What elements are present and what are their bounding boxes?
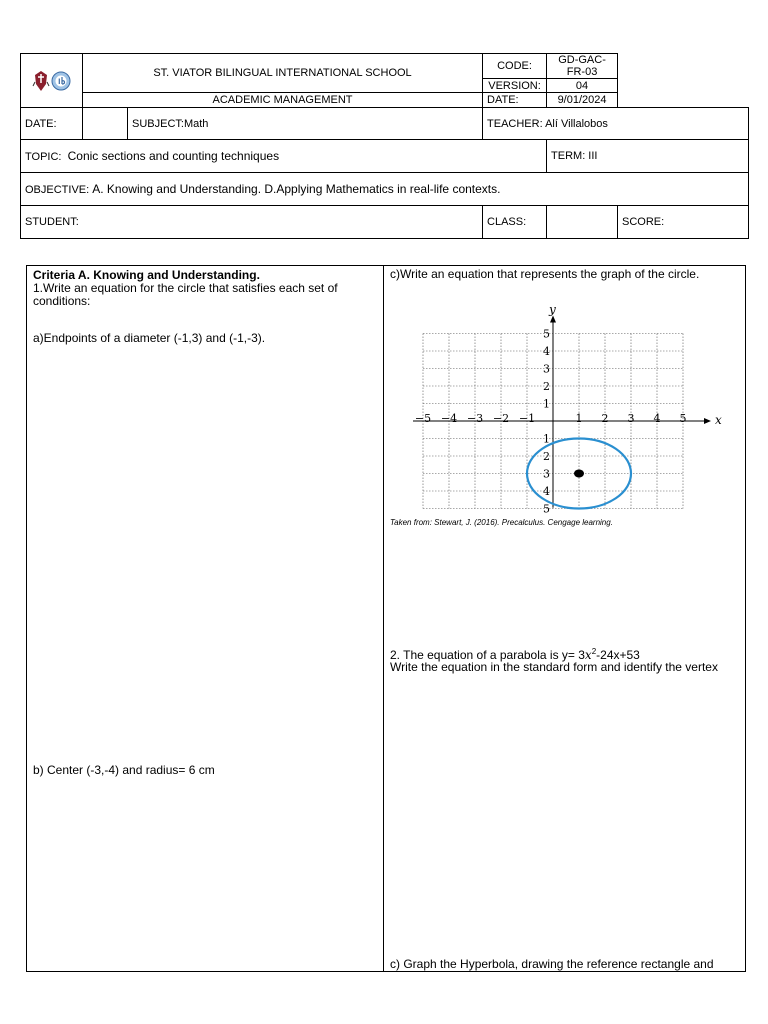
class-label: CLASS: [483, 206, 547, 239]
q2-text-post: -24x+53 [596, 648, 640, 662]
right-column [384, 266, 745, 971]
x-tick-label: 2 [601, 412, 609, 425]
y-tick-label: 1 [543, 432, 550, 446]
graph-tick-labels [415, 303, 722, 516]
score-label: SCORE: [618, 206, 749, 239]
graph-axes [413, 316, 711, 508]
y-tick-label: 4 [543, 345, 550, 358]
code-value: GD-GAC-FR-03 [547, 54, 618, 79]
topic-label: TOPIC: [25, 151, 62, 163]
teacher-field: TEACHER: Alí Villalobos [483, 108, 749, 140]
y-tick-label: 2 [543, 380, 550, 393]
left-column [27, 266, 384, 971]
x-tick-label: −1 [518, 412, 536, 425]
q1-prompt-line1: 1.Write an equation for the circle that satisfies each set of [33, 281, 338, 295]
y-axis-label: y [549, 302, 556, 317]
x-axis-arrow [704, 418, 711, 424]
q2-instruction: Write the equation in the standard form and identify the vertex [390, 660, 718, 674]
q2-text-pre: 2. The equation of a parabola is y= 3 [390, 648, 585, 662]
y-tick-label: 1 [543, 397, 550, 411]
q2c-text: c) Graph the Hyperbola, drawing the reference rectangle and [390, 957, 714, 971]
ib-logo-icon [51, 71, 71, 91]
q2-variable: x [584, 648, 592, 662]
graph-source-caption: Taken from: Stewart, J. (2016). Precalculus. Cengage learning. [390, 518, 613, 527]
x-tick-label: −4 [440, 412, 458, 425]
subject-field: SUBJECT:Math [128, 108, 483, 140]
version-label: VERSION: [483, 79, 547, 93]
doc-date-value: 9/01/2024 [547, 93, 618, 108]
term-field: TERM: III [547, 140, 749, 173]
y-tick-label: 3 [543, 467, 550, 481]
x-axis-label: x [715, 413, 722, 427]
school-logo-cell [21, 54, 83, 108]
y-tick-label: 3 [543, 362, 550, 376]
q1a-text: a)Endpoints of a diameter (-1,3) and (-1,-3). [33, 331, 266, 345]
y-tick-label: 5 [543, 327, 550, 341]
q1c-text: c)Write an equation that represents the graph of the circle. [390, 267, 700, 281]
y-tick-label: 5 [543, 502, 550, 516]
x-tick-label: 4 [653, 412, 661, 425]
date-field[interactable] [83, 108, 128, 140]
circle-graph [388, 296, 738, 516]
objective-label: OBJECTIVE: [25, 184, 90, 196]
school-name: ST. VIATOR BILINGUAL INTERNATIONAL SCHOOL [83, 54, 483, 93]
y-axis-arrow [550, 316, 556, 323]
x-tick-label: 1 [575, 412, 583, 425]
student-field[interactable]: STUDENT: [21, 206, 483, 239]
x-tick-label: 3 [627, 412, 635, 425]
objective-field [21, 173, 749, 206]
x-tick-label: 5 [679, 412, 687, 425]
q1-prompt-line2: conditions: [33, 294, 91, 308]
x-tick-label: −2 [492, 412, 510, 425]
doc-date-label: DATE: [483, 93, 547, 108]
q1b-text: b) Center (-3,-4) and radius= 6 cm [33, 763, 215, 777]
x-tick-label: −5 [414, 412, 432, 425]
center-point [574, 470, 584, 478]
crest-icon [33, 70, 49, 92]
department-name: ACADEMIC MANAGEMENT [83, 93, 483, 108]
topic-field [21, 140, 547, 173]
date-field-label: DATE: [21, 108, 83, 140]
worksheet-body [26, 265, 746, 972]
objective-value: A. Knowing and Understanding. D.Applying Mathematics in real-life contexts. [92, 182, 501, 196]
class-field[interactable] [547, 206, 618, 239]
x-tick-label: −3 [466, 412, 484, 425]
header-table [20, 53, 749, 239]
topic-value: Conic sections and counting techniques [67, 149, 280, 163]
y-tick-label: 4 [543, 485, 550, 498]
code-label: CODE: [483, 54, 547, 79]
q2-exponent: 2 [591, 647, 597, 656]
criteria-heading: Criteria A. Knowing and Understanding. [33, 268, 260, 282]
y-tick-label: 2 [543, 450, 550, 463]
version-value: 04 [547, 79, 618, 93]
